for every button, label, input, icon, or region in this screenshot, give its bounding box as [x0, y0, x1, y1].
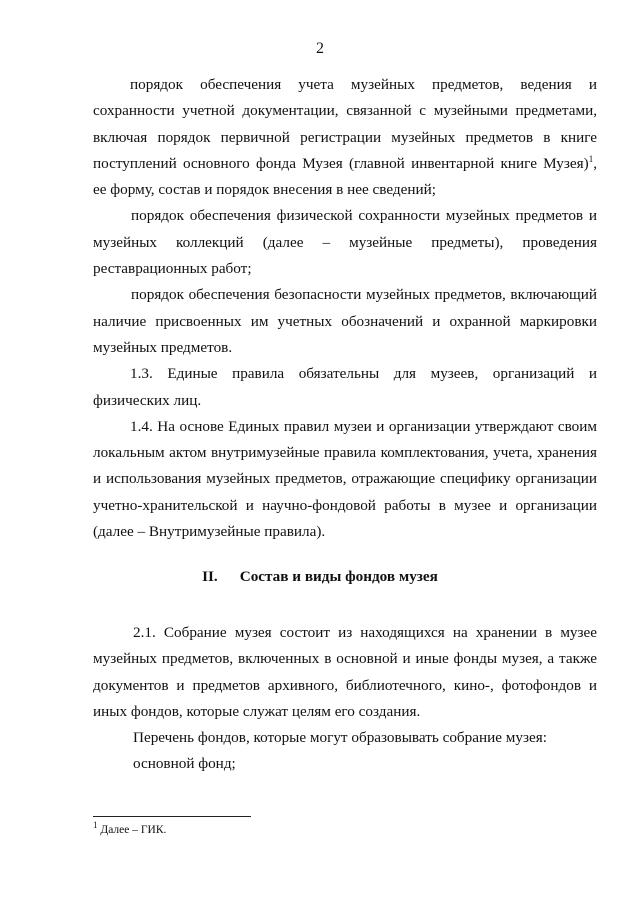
section-title: Состав и виды фондов музея	[239, 568, 438, 585]
section-number: II.	[202, 568, 218, 585]
footnote-mark: 1	[93, 820, 98, 831]
paragraph-3	[93, 282, 597, 361]
paragraph-1	[93, 72, 597, 203]
section-paragraph-3: основной фонд;	[133, 755, 236, 773]
footnote	[93, 820, 167, 836]
body-text	[93, 72, 597, 545]
paragraph-1-text-after: , ее форму, состав и порядок внесения в нее сведений;	[93, 154, 597, 199]
page-number: 2	[316, 40, 324, 57]
section-heading	[0, 568, 640, 586]
paragraph-2	[93, 203, 597, 282]
paragraph-5	[93, 414, 597, 545]
footnote-text: Далее – ГИК.	[97, 824, 167, 836]
paragraph-2-text: порядок обеспечения физической сохранности музейных предметов и музейных коллекций (далее – музейные предметы), проведения реставрационных работ;	[93, 207, 597, 278]
paragraph-5-text: 1.4. На основе Единых правил музеи и организации утверждают своим локальным актом внутримузейные правила комплектования, учета, хранения и использования музейных предметов, отражающие специфику организации учетно-хранительской и научно-фондовой работы в музее и организации (далее – Внутримузейные правила).	[93, 417, 597, 541]
paragraph-4	[93, 361, 597, 414]
section-paragraph-1: 2.1. Собрание музея состоит из находящихся на хранении в музее музейных предметов, включенных в основной и иные фонды музея, а также документов и предметов архивного, библиотечного, кино-, фотофондов и иных фондов, которые служат целям его создания.	[93, 624, 597, 720]
paragraph-1-text: порядок обеспечения учета музейных предметов, ведения и сохранности учетной документации, связанной с музейными предметами, включая порядок первичной регистрации музейных предметов в книге поступлений основного фонда Музея (главной инвентарной книге Музея)	[93, 76, 597, 172]
footnote-reference: 1	[588, 153, 594, 164]
section-paragraph-2: Перечень фондов, которые могут образовывать собрание музея:	[133, 729, 547, 747]
paragraph-4-text: 1.3. Единые правила обязательны для музеев, организаций и физических лиц.	[93, 365, 597, 409]
section-text	[93, 620, 597, 778]
paragraph-3-text: порядок обеспечения безопасности музейных предметов, включающий наличие присвоенных им учетных обозначений и охранной маркировки музейных предметов.	[93, 286, 597, 356]
footnote-divider	[93, 816, 251, 817]
